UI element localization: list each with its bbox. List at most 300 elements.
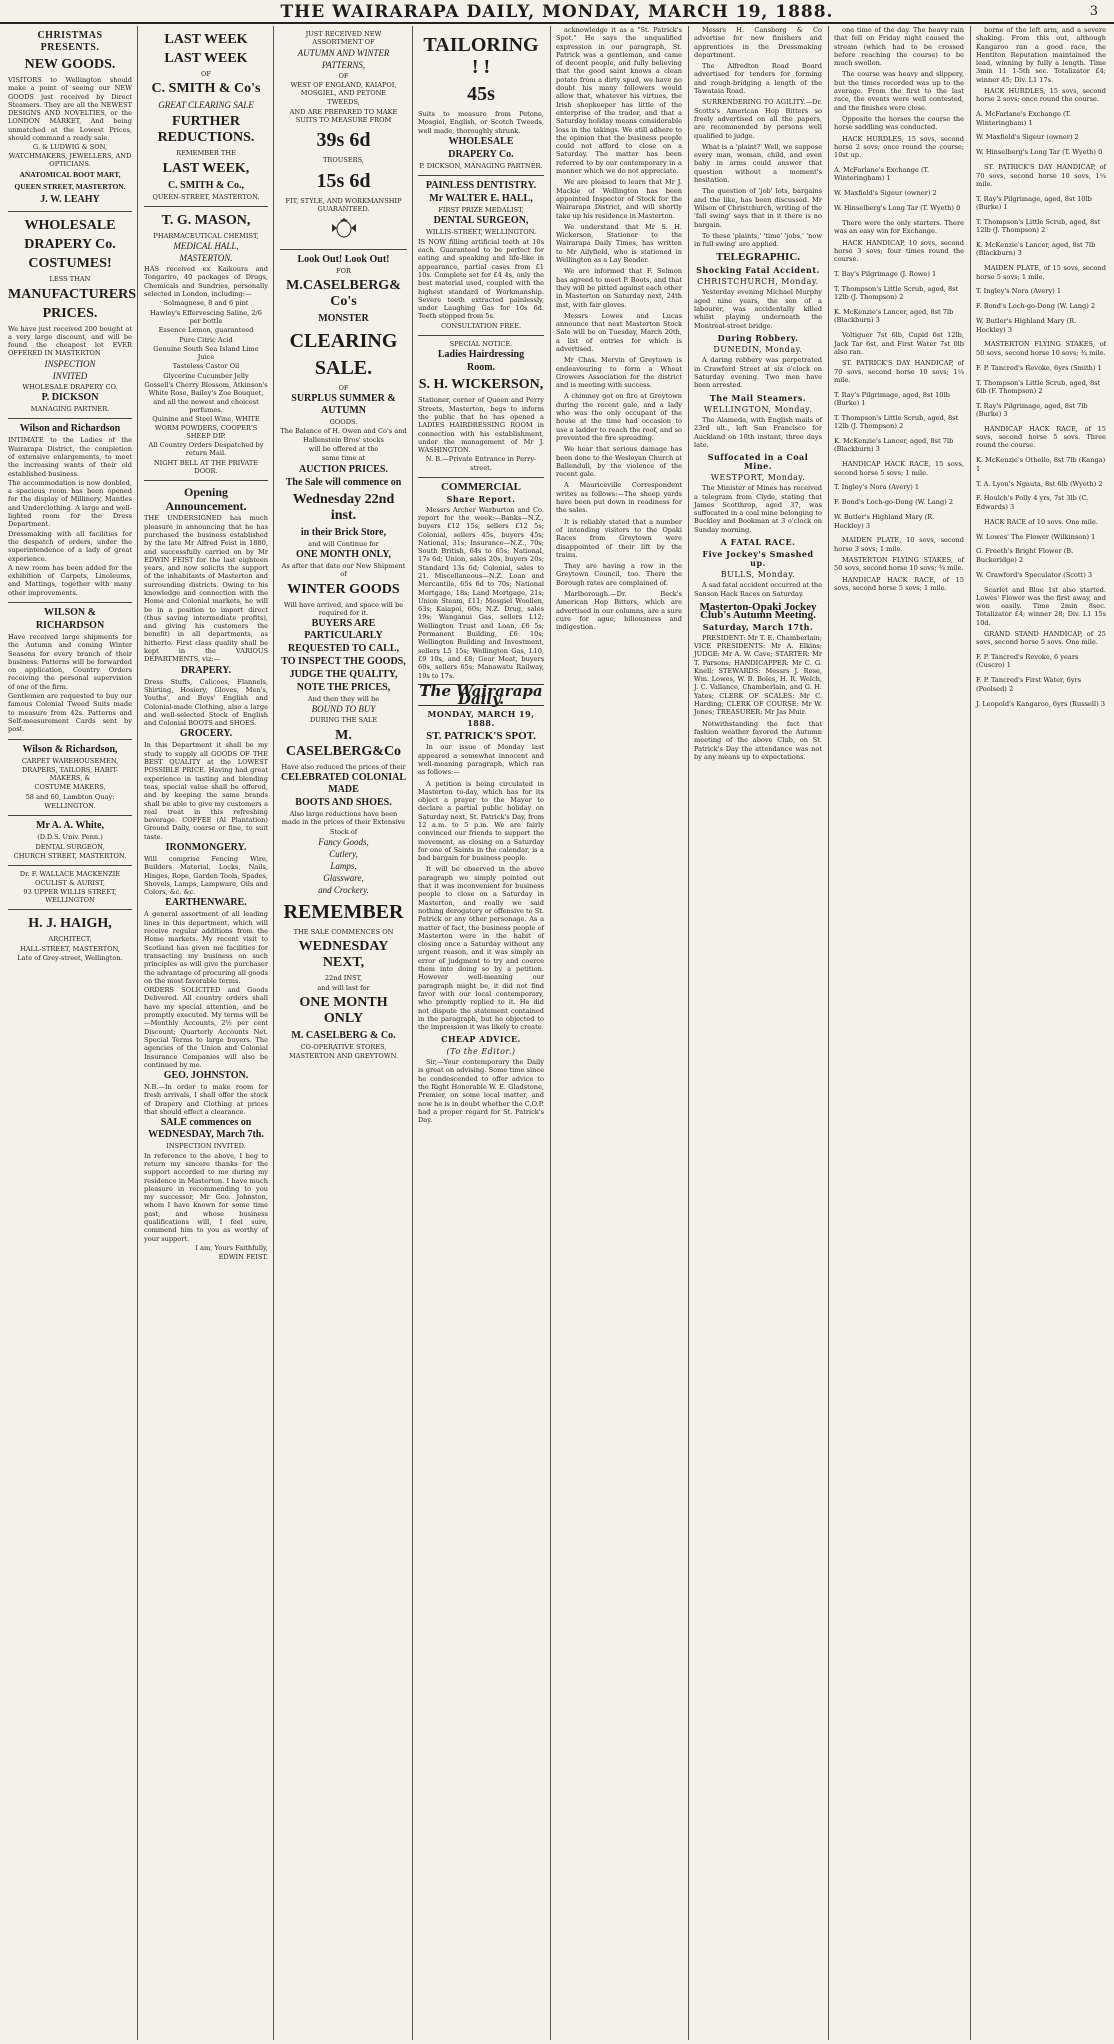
column-6	[690, 26, 826, 2040]
commercial-section	[418, 483, 544, 680]
article-body: borne of the left arm, and a severe shaking. From this out, although Kangaroo ran a good race, the Hentiton Reputation maintained the lead, winning by fully a length. Time 3min 11 1-5th sec. Totalizator £4; winner 45; Div. L1 17s.	[976, 26, 1106, 84]
ad-body: HAS received ex Kaikoura and Tongariro, 40 packages of Drugs, Chemicals and Sundries, personally selected in London, including:—	[144, 265, 268, 299]
ad-body: Dressmaking with all facilities for the despatch of orders, under the superintendence of a lady of great experience.	[8, 529, 132, 563]
article-heading: Share Report.	[446, 494, 516, 505]
ad-wilson-richardson-shipments	[8, 603, 132, 740]
ad-christmas-presents	[8, 26, 132, 212]
article-heading: During Robbery.	[717, 332, 799, 343]
article-body: Yesterday evening Michael Murphy aged nine years, the son of a labourer, was accidentally killed whilst playing underneath the Montreal-street bridge.	[694, 288, 822, 330]
ad-body: WHOLESALE DRAPERY CO.	[22, 382, 118, 391]
ad-body: Lamps,	[330, 860, 357, 871]
ad-body: MASTERTON.	[179, 253, 233, 264]
ad-body: 58 and 60, Lambton Quay:	[25, 792, 115, 801]
race-heading: HACK HURDLES, 15 sovs, second horse 2 sovs; once round the course; 10st up.	[834, 134, 964, 160]
race-result: K. McKenzie's Lancer, aged, 8st 7lb (Blackburn) 3	[834, 308, 954, 325]
ad-hairdressing	[418, 336, 544, 478]
ad-body: Glassware,	[323, 872, 364, 883]
ad-body: GREAT CLEARING SALE	[158, 100, 254, 111]
race-result: K. McKenzie's Lancer, aged, 8st 7lb (Blackburn) 3	[976, 241, 1096, 258]
ad-body: JUST RECEIVED NEW ASSORTMENT OF	[305, 30, 382, 47]
ad-body: COSTUME MAKERS,	[34, 783, 106, 792]
ad-heading: Look Out! Look Out!	[297, 253, 390, 265]
article-heading: Suffocated in a Coal Mine.	[707, 452, 809, 471]
ad-body: INVITED	[52, 370, 88, 381]
editorial-date: MONDAY, MARCH 19, 1888.	[427, 709, 535, 728]
page-number: 3	[1089, 4, 1098, 19]
article-body: We hear that serious damage has been done to the Wesleyan Church at Ballendull, by the violence of the recent gale.	[556, 445, 682, 479]
article-st-patricks-cont	[556, 26, 682, 175]
ad-body: Hawley's Effervescing Saline, 2/6 per bottle	[150, 308, 262, 325]
ad-heading: JUDGE THE QUALITY,	[289, 669, 398, 681]
ad-body: Gossell's Cherry Blossom, Atkinson's White Rose, Bailey's Zoe Bouquet, and all the newest and choicest perfumes.	[144, 381, 268, 414]
article-subheading: (To the Editor.)	[446, 1046, 516, 1056]
race-result: W. Crawford's Speculator (Scott) 3	[976, 570, 1093, 579]
ad-caselberg-clearing	[280, 250, 407, 1066]
race-heading: HACK HANDICAP, 10 sovs, second horse 3 sovs; four times round the course.	[834, 238, 964, 264]
ad-heading: Mr WALTER E. HALL,	[429, 193, 533, 205]
ad-body: FOR	[336, 266, 351, 275]
race-result: T. Ray's Pilgrimage, aged, 8st 7lb (Burke) 3	[976, 401, 1088, 418]
ad-body: OF	[338, 383, 349, 392]
ad-body: CARPET WAREHOUSEMEN,	[21, 756, 119, 765]
column-rule	[828, 26, 829, 2040]
ad-heading: Wilson and Richardson	[19, 423, 121, 435]
ad-body: ARCHITECT,	[48, 935, 92, 944]
race-result: T. Ingley's Nora (Avery) 1	[976, 287, 1062, 296]
race-result: F. P. Tancred's Revoke, 6yrs (Smith) 1	[976, 363, 1102, 372]
article-body: acknowledge it as a "St. Patrick's Spot." He says the unqualified expression in our paragraph, St. Patrick was a gentleman, and came of decent people, and fully believing that the good saint knows a clean potato from a dirty spud, we have no doubt his many followers would allow that, whatever his virtues, the Irish shopkeeper has little of the enterprise of the trader, and that a Saturday holiday means considerable loss in the takings. We still adhere to the opinion that the business people could not afford to close on a Saturday. The matter has been referred to by our contemporary in a manner which we do not appreciate.	[556, 26, 682, 176]
ad-heading: S. H. WICKERSON,	[418, 377, 544, 393]
ad-body: FIRST PRIZE MEDALIST,	[438, 206, 524, 215]
ad-body: THE SALE COMMENCES ON	[293, 927, 394, 936]
ad-body: Have received large shipments for the Autumn and coming Winter Seasons for every branch of their business. Patterns will be forwarded on application, Country Orders receiving the personal supervision of one of the firm.	[8, 632, 132, 691]
race-result: W. Butler's Highland Mary (R. Hockley) 3	[976, 317, 1077, 334]
article-body: Messrs Archer Warburton and Co. report for the week:—Banks—N.Z., buyers £12 15s, sellers £12 5s; Colonial, sellers 45s, buyers 45s; National, 31s; Insurance—N.Z., 70s; South British, 64s to 65s; National, 17s 6d; Union, sales 20s, buyers 20s; Standard 13s 6d; Colonial, sales to 21. Miscellaneous—N.Z. Loan and Mercantile, 65s 6d to 70s; National Mortgage, 18s; Land Mortgage, 21s; Union Steam, £11; Mosgiel Woollen, 63s; Kaiapoi, 60s; N.Z. Drug, sales 19s; Wanganui Gas, sellers L12; Wellington Trust and Loan, £6 5s; Permanent Building, £6 10s; Wellington Building and Investment, sellers L5 15s; Wellington Gas, L10, £9 10s, and £8; Gear Meat, buyers 60s, sellers 65s; Manawatu Railway, 19s to 17s.	[418, 505, 544, 680]
dateline: BULLS, Monday.	[720, 569, 796, 579]
race-result: T. Thompson's Little Scrub, aged, 8st 12lb (J. Thompson) 2	[834, 413, 959, 431]
ad-heading: Mr A. A. White,	[36, 820, 104, 832]
race-result: T. Thompson's Little Scrub, aged, 8st 12lb (J. Thompson) 2	[834, 284, 959, 302]
race-result: W. Butler's Highland Mary (R. Hockley) 3	[834, 513, 935, 530]
ad-body: IS NOW filling artificial teeth at 10s each. Guaranteed to be perfect for eating and speaking and life-like in appearance, partial cases from £1 10s. Complete set for £4 4s, only the best material used, coupled with the highest standard of Workmanship. Severe teeth extracted painlessly, under Laughing Gas for 10s 6d. Teeth stopped from 5s.	[418, 237, 544, 321]
ad-heading: Opening Announcement.	[165, 485, 247, 514]
ad-heading: WHOLESALE	[24, 218, 116, 234]
ad-body: ORDERS SOLICITED and Goods Delivered. All country orders shall have my special attention, and be promptly executed. My terms will be—Monthly Accounts, 2½ per cent Discount; Quarterly Accounts Net. Special Terms to large buyers. The agencies of the Union and Colonial Insurance Companies will also be continued by me.	[144, 986, 268, 1069]
article-body: Mr Chas. Mervin of Greytown is endeavouring to form a Wheat Growers Association for the district and is meeting with success.	[556, 356, 682, 390]
ad-body: NIGHT BELL AT THE PRIVATE DOOR.	[153, 458, 259, 476]
column-rule	[137, 26, 138, 2040]
race-result: F. P. Tancred's First Water, 6yrs (Poolsed) 2	[976, 676, 1082, 693]
ad-body: WELLINGTON.	[44, 802, 96, 811]
race-result: T. Ray's Pilgrimage, aged, 8st 10lb (Burke) 1	[976, 194, 1092, 212]
ad-heading: TAILORING ! !	[423, 34, 539, 78]
ad-opening-announcement	[144, 481, 268, 1266]
ad-body: And then they will be	[307, 695, 380, 704]
ad-heading: BOOTS AND SHOES.	[295, 797, 392, 809]
editorial-masthead	[418, 681, 544, 728]
telegraphic-section	[694, 253, 822, 761]
article-body: We are pleased to learn that Mr J. Mackie of Wellington has been appointed Inspector of Stock for the Wairarapa District, and will shortly take up his residence in Masterton.	[556, 178, 682, 220]
race-result: K. McKenzie's Othello, 8st 7lb (Kanga) 1	[976, 456, 1106, 473]
article-body: There were the only starters. There was an easy win for Exchange.	[834, 219, 964, 236]
ad-body: and will Continue for	[308, 539, 379, 548]
column-3	[276, 26, 411, 2040]
article-body: We understand that Mr S. H. Wickerson, Stationer to the Wairarapa Daily Times, has written to Mr Ailyfield, who is stationed in Wellington as a Lay Reader.	[556, 222, 682, 265]
race-heading: MASTERTON FLYING STAKES, of 50 sovs, second horse 10 sovs; ¾ mile.	[976, 340, 1106, 357]
article-body: A petition is being circulated in Masterton to-day, which has for its object a prayer to the Mayor to declare a partial public holiday on Saturday next, St. Patrick's Day, from 12 a.m. to 5 p.m. We are fairly convinced our friends to support the movement, as closing on a Saturday for one of Saints in the calendar, is a bad bargain for business people.	[418, 779, 544, 863]
ad-autumn-patterns	[280, 26, 407, 250]
race-result: A. McFarlane's Exchange (T. Winteringham) 1	[976, 110, 1072, 127]
ad-body: Cutlery,	[329, 848, 358, 859]
ad-body: FIT, STYLE, AND WORKMANSHIP GUARANTEED.	[285, 196, 402, 213]
race-heading: HANDICAP HACK RACE, of 15 sovs, second horse 5 sovs. Three round the course.	[976, 424, 1106, 450]
ad-body: TWEEDS,	[327, 98, 360, 107]
local-items-2	[694, 26, 822, 248]
race-result: T. Ingley's Nora (Avery) 1	[834, 483, 920, 492]
ad-body: Stationer, corner of Queen and Perry Streets, Masterton, begs to inform the public that he has opened a LADIES HAIRDRESSING ROOM in connection with his establishment, under the management of Mr J. WASHINGTON.	[418, 396, 544, 455]
ad-heading: AUTUMN AND WINTER	[297, 47, 390, 58]
ad-body: 93 UPPER WILLIS STREET, WELLINGTON	[23, 887, 117, 905]
article-body: They are having a row in the Greytown Council, too. There the Borough rates are complained of.	[556, 562, 682, 587]
ad-body: GOODS.	[329, 418, 358, 427]
article-body: What is a 'plaint?' Well, we suppose every man, woman, child, and even baby in arms could answer that question without a moment's hesitation.	[694, 142, 822, 185]
ad-body: WEST OF ENGLAND, KAIAPOI, MOSGIEL, AND PETONE	[290, 80, 397, 98]
ad-heading: REQUESTED TO CALL,	[287, 643, 400, 655]
race-result: T. Thompson's Little Scrub, aged, 8st 6lb (F. Thompson) 2	[976, 378, 1101, 395]
race-result: W. Maxfield's Sigeur (owner) 2	[834, 189, 937, 198]
ad-body: In this Department it shall be my study to supply all GOODS OF THE BEST QUALITY at the LOWEST POSSIBLE PRICE. Having had great experience in tasting and blending teas, special value shall be offered, and by keeping the same brands shall be able to give my customers a real treat in this refreshing beverage. COFFEE (Al Plantation) Ground Daily, coarse or fine, to suit taste.	[144, 741, 268, 841]
race-result: W. Hinselberg's Long Tar (T. Wyeth) 0	[834, 204, 961, 213]
column-rule	[412, 26, 413, 2040]
ad-body: same time at	[321, 454, 366, 463]
race-heading: MAIDEN PLATE, of 15 sovs, second horse 5 sovs; 1 mile.	[976, 264, 1106, 281]
race-heading: ST. PATRICK'S DAY HANDICAP, of 70 sovs, second horse 10 sovs; 1¼ mile.	[834, 359, 964, 384]
race-result: F. Houlch's Polly 4 yrs, 7st 3lb (C. Edwards) 3	[976, 494, 1089, 511]
ad-body: DENTAL SURGEON,	[35, 842, 105, 851]
race-result: A. McFarlane's Exchange (T. Winteringham) 1	[834, 166, 930, 183]
ad-mason-chemist	[144, 207, 268, 481]
ad-signature: P. DICKSON, MANAGING PARTNER.	[419, 161, 543, 170]
article-body: Messrs Lowes and Lucas announce that next Masterton Stock Sale will be on Tuesday, March 20th, a list of entries for which is advertised.	[556, 311, 682, 353]
ad-body: HALL-STREET, MASTERTON,	[20, 944, 120, 953]
article-body: Scarlet and Blue 1st also started. Lowes' Flower was the first away, and won easily. Time 2min 8sec. Totalizator £4; winner 28; Div. L1 15s 10d.	[976, 585, 1106, 627]
race-result: F. Bond's Loch-go-Dong (W. Lang) 2	[834, 498, 954, 507]
race-heading: MASTERTON FLYING STAKES, of 50 sovs, second horse 10 sovs; ¾ mile.	[834, 556, 964, 573]
ad-body: INSPECTION	[44, 358, 96, 369]
article-body: It will be observed in the above paragraph we simply pointed out that it was inconvenient for business people to close on a Saturday in Masterton, and really we said nothing derogatory or offensive to St. Patrick or any other personage. As a matter of fact, the business people of Masterton were in the habit of closing once a Saturday without any urgent reason, and it was simply an error of judgment to try and coerce them into doing so by a petition. However well-meaning our paragraph might be, it did not find favor with our local contemporary, who promptly replied to it. He did not dispute the statement contained in the paragraph, but he objected to the impression it was likely to create.	[418, 865, 544, 1032]
ad-body: N. B.—Private Entrance in Perry-street.	[425, 455, 537, 472]
ad-last-week	[144, 26, 268, 207]
ad-wilson-richardson-enlargement	[8, 419, 132, 603]
ad-body: Stock of	[329, 827, 358, 836]
ad-body: DRAPERS, TAILORS, HABIT-MAKERS, &	[21, 765, 119, 783]
column-4	[414, 26, 548, 2040]
ad-body: Essence Lemon, guaranteed	[158, 326, 254, 335]
ad-heading: SURPLUS SUMMER & AUTUMN	[291, 393, 396, 417]
ad-body: Gentlemen are requested to buy our famous Colonial Tweed Suits made to measure from 42s. Patterns and Self-measurement Cards sent by post.	[8, 692, 132, 734]
ad-body: OF	[201, 70, 211, 78]
ad-body: QUEEN-STREET, MASTERTON.	[152, 192, 260, 201]
article-subheading: Saturday, March 17th.	[702, 622, 814, 633]
race-result: F. Bond's Loch-go-Dong (W. Lang) 2	[976, 302, 1096, 311]
race-result: T. Ray's Pilgrimage, aged, 8st 10lb (Burke) 1	[834, 390, 950, 408]
article-body: Opposite the horses the course the horse saddling was conducted.	[834, 114, 964, 132]
ad-heading: CHRISTMAS PRESENTS.	[37, 30, 103, 53]
ad-body: Glycerine Cucumber Jelly	[163, 371, 249, 380]
race-result: G. Freeth's Bright Flower (B. Buckeridge) 2	[976, 547, 1074, 564]
ad-heading: ONE MONTH ONLY,	[295, 548, 392, 560]
ad-heading: LAST WEEK	[164, 32, 248, 47]
ad-body: INTIMATE to the Ladies of the Wairarapa District, the completion of extensive enlargements, to meet the increasing wants of their old established business.	[8, 436, 132, 478]
ad-body: CHURCH STREET, MASTERTON.	[13, 851, 127, 860]
ad-body: All Country Orders Despatched by return Mail.	[148, 441, 264, 458]
dateline: CHRISTCHURCH, Monday.	[697, 277, 819, 287]
article-heading: Shocking Fatal Accident.	[696, 264, 820, 275]
race-heading: GRAND STAND HANDICAP, of 25 sovs, second horse 5 sovs. One mile.	[976, 629, 1106, 647]
ad-tailoring	[418, 26, 544, 176]
ad-body: We have just received 200 bought at a very large discount, and will be found the cheapest lot EVER OFFERED IN MASTERTON	[8, 324, 132, 358]
article-body: A Mauriceville Correspondent writes as follows:—The sheep yards have been put down in readiness for the sales.	[556, 481, 682, 515]
article-heading: A FATAL RACE.	[720, 537, 796, 548]
ad-body: and will last for	[317, 983, 370, 992]
ad-haigh	[8, 910, 132, 967]
ad-heading: FURTHER REDUCTIONS.	[157, 114, 255, 146]
article-body: The Minister of Mines has received a telegram from Clyde, stating that James Scotthrop, aged 37, was suffocated in a coal mine belonging to Buckley and Bookman at 3 o'clock on Sunday morning.	[694, 484, 822, 534]
article-body: The Alameda, with English mails of 23rd ult., left San Francisco for Auckland on 10th instant, three days late.	[694, 416, 822, 450]
ad-body: A new room has been added for the exhibition of Carpets, Linoleums, and Mattings, together with many other improvements.	[8, 563, 132, 597]
ad-body: As after that date our New Shipment of	[281, 561, 406, 579]
ad-wholesale-drapery	[8, 212, 136, 419]
ad-body: I am, Yours Faithfully,	[195, 1243, 268, 1252]
dateline: DUNEDIN, Monday.	[713, 345, 803, 355]
ad-body: MASTERTON AND GREYTOWN.	[288, 1052, 399, 1061]
article-heading: CHEAP ADVICE.	[441, 1034, 521, 1045]
race-heading: MAIDEN PLATE, 10 sovs, second horse 3 sovs; 1 mile.	[834, 536, 964, 553]
ad-signature: EDWIN FEIST.	[218, 1253, 268, 1262]
ad-body: INSPECTION INVITED.	[166, 1142, 246, 1151]
ad-heading: BOUND TO BUY	[311, 704, 376, 715]
ad-subheading: SALE commences on WEDNESDAY, March 7th.	[148, 1117, 264, 1141]
ad-heading: RICHARDSON	[35, 619, 105, 631]
ad-heading: M. CASELBERG&Co	[285, 727, 402, 759]
ad-body: DURING THE SALE	[309, 716, 378, 725]
ad-heading: REMEMBER	[283, 900, 404, 923]
ad-heading: CELEBRATED COLONIAL MADE	[280, 772, 407, 796]
article-body: SURRENDERING TO AGILITY.—Dr. Scotts's American Hop Bitters so freely advertised on all the papers, are recommended by persons well qualified to judge.	[694, 98, 822, 140]
column-8	[972, 26, 1110, 2040]
ad-body: CONSULTATION FREE.	[440, 321, 522, 330]
article-body: A daring robbery was perpetrated in Crawford Street at six o'clock on Saturday evening. Two men have been arrested.	[694, 356, 822, 390]
article-body: The Alfredton Road Board advertised for tenders for forming and rough-bridging a length of the Tawataia Road.	[694, 62, 822, 96]
ad-price: 45s	[467, 83, 495, 105]
ad-signature: J. W. LEAHY	[40, 194, 100, 206]
ad-body: Solmagnese, 8 and 6 pint	[163, 299, 249, 308]
article-st-patricks-spot	[418, 732, 544, 1124]
ad-mackenzie	[8, 866, 132, 910]
ad-body: A general assortment of all leading lines in this department, which will receive regular additions from the Home markets. My recent visit to Scotland has given me facilities for transacting my business on such principles as will give the purchaser the advantage of procuring all goods on the most favorable terms.	[144, 910, 268, 985]
ad-heading: C. SMITH & Co.,	[167, 179, 245, 191]
ad-body: Dr. F. WALLACE MACKENZIE OCULIST & AURIST,	[19, 870, 121, 887]
race-results	[834, 26, 964, 592]
ad-body: Fancy Goods,	[318, 836, 369, 847]
race-heading: HACK RACE of 10 sovs. One mile.	[984, 517, 1099, 526]
ad-body: N.B.—In order to make room for fresh arrivals, I shall offer the stock of Drapery and Clothing at prices that should effect a clearance.	[144, 1083, 268, 1117]
ad-body: AND ARE PREPARED TO MAKE SUITS TO MEASURE FROM	[289, 107, 398, 125]
section-heading: TELEGRAPHIC.	[715, 251, 801, 264]
ad-body: Have also reduced the prices of their	[281, 762, 406, 771]
column-5	[552, 26, 686, 2040]
ad-heading: H. J. HAIGH,	[28, 916, 112, 932]
article-body: The course was heavy and slippery, but the times recorded was up to the average. From the first to the last race, the events were well contested, and the finishes were close.	[834, 70, 964, 112]
newspaper-title: THE WAIRARAPA DAILY, MONDAY, MARCH 19, 1888.	[280, 2, 834, 22]
article-body: PRESIDENT: Mr T. E. Chamberlain; VICE PRESIDENTS: Mr A. Elkins; JUDGE: Mr A. W. Cave; STARTER: Mr T. Parsons; HANDICAPPER: Mr C. G. Knell; STEWARDS: Messrs J. Rose, Wm. Lowes, W. B. Boles, H. R. Welch, J. C. Vallance, Chamberlain, and G. H. Yates; CLERK OF SCALES: Mr C. Harding; CLERK OF COURSE: Mr W. Jones; TREASURER: Mr Jas Muir.	[694, 633, 822, 717]
article-body: Marlborough.—Dr. Beck's American Hop Bitters, which are advertised in our columns, are a sure cure for ague, biliousness and indigestion.	[556, 590, 682, 632]
ad-body: REMEMBER THE	[176, 149, 236, 158]
ad-body: MEDICAL HALL,	[173, 241, 239, 252]
ad-heading: Room.	[466, 362, 496, 374]
race-result: J. Leopold's Kangaroo, 6yrs (Russell) 3	[976, 699, 1106, 708]
ad-body: and Crockery.	[318, 884, 369, 895]
column-2	[140, 26, 272, 2040]
ad-signature: M. CASELBERG & Co.	[291, 1029, 396, 1041]
race-result: W. Hinselberg's Long Tar (T. Wyeth) 0	[976, 148, 1103, 157]
race-result: T. A. Lyon's Ngauta, 8st 6lb (Wyeth) 2	[976, 479, 1103, 488]
ad-heading: PATTERNS,	[321, 59, 366, 70]
ad-body: Dress Stuffs, Calicoes, Flannels, Shirting, Hosiery, Gloves, Men's, Youths', and Boys' English and Colonial-made Clothing, also a large and well-selected Stock of English and Colonial BOOTS and SHOES.	[144, 677, 268, 728]
race-result: T. Thompson's Little Scrub, aged, 8st 12lb (J. Thompson) 2	[976, 217, 1101, 235]
ad-body: PHARMACEUTICAL CHEMIST,	[153, 231, 259, 240]
ad-body: Pure Citric Acid	[179, 335, 233, 344]
race-heading: HACK HURDLES, 15 sovs, second horse 2 sovs; once round the course.	[976, 87, 1106, 104]
ad-body: Also large reductions have been made in the prices of their Extensive	[281, 810, 406, 827]
ad-heading: CLEARING	[289, 329, 398, 352]
ad-body: Tasteless Castor Oil	[172, 362, 240, 371]
ad-heading: Ladies Hairdressing	[437, 349, 525, 361]
ad-heading: COSTUMES!	[28, 256, 112, 272]
ad-body: The accommodation is now doubled, a spacious room has been opened for the display of Millinery, Mantles and Underclothing. A large and well-lighted room for the Dress Department.	[8, 478, 132, 529]
ad-heading: M.CASELBERG& Co's	[286, 277, 401, 309]
ad-heading: C. SMITH & Co's	[151, 81, 261, 97]
column-rule	[273, 26, 274, 2040]
ad-heading: Wednesday 22nd inst.	[292, 491, 395, 523]
race-heading: HANDICAP HACK RACE, 15 sovs, second horse 5 sovs; 1 mile.	[834, 460, 964, 477]
race-result: K. McKenzie's Lancer, aged, 8st 7lb (Blackburn) 3	[834, 437, 954, 454]
article-body: Sir,—Your contemporary the Daily is great on advising. Some time since he condescended to offer advice to the Right Honorable W. E. Gladstone, Premier, on some local matter, and now he is in doubt whether the C.O.P. had a proper regard for St. Patrick's Day.	[418, 1058, 544, 1125]
ad-dentist-white	[8, 816, 132, 866]
race-result: F. P. Tancred's Revoke, 6 years (Cuscro) 1	[976, 653, 1079, 670]
ad-body: SPECIAL NOTICE.	[449, 340, 513, 349]
ad-price: 39s 6d	[316, 129, 371, 152]
ad-subheading: IRONMONGERY.	[165, 842, 247, 853]
race-heading: HANDICAP HACK RACE, of 15 sovs, second horse 5 sovs; 1 mile.	[834, 575, 964, 592]
race-result: T. Bay's Pilgrimage (J. Rowe) 1	[834, 270, 937, 279]
article-body: We are informed that F. Selmon has agreed to meet P. Boots, and that they will be pitted against each other in Masterton on Saturday next, 24th inst, with fair gloves.	[556, 267, 682, 309]
article-body: It is reliably stated that a number of intending visitors to the Opaki Races from Greytown were disappointed of their lift by the trains.	[556, 517, 682, 559]
column-7	[830, 26, 968, 2040]
article-body: one time of the day. The heavy rain that fell on Friday night caused the stream (which had to be crossed before reaching the course) to be much swollen.	[834, 26, 964, 68]
section-heading: COMMERCIAL	[440, 481, 522, 494]
ad-heading: DRAPERY Co.	[448, 148, 514, 160]
ad-subheading: DRAPERY.	[180, 664, 232, 676]
ad-body: THE UNDERSIGNED has much pleasure in announcing that he has purchased the business established by the late Mr Alfred Feist in 1880, and successfully carried on by Mr EDWIN FEIST for the last eighteen years, and now solicits the support of the inhabitants of Masterton and surrounding districts. Owing to his knowledge and connection with the Home and Colonial markets, he will be in a position to import direct (thus saving intermediate profits), and giving his customers the benefit) in all departments, as hitherto. First class quality shall be kept in the VARIOUS DEPARTMENTS, viz:—	[144, 514, 268, 664]
ad-body: will be offered at the	[308, 445, 379, 454]
ad-wilson-richardson-address	[8, 740, 132, 817]
ad-heading: NOTE THE PRICES,	[296, 682, 391, 694]
ad-heading: SALE.	[314, 356, 373, 379]
ad-heading: TO INSPECT THE GOODS,	[281, 656, 406, 668]
race-result: W. Lowes' The Flower (Wilkinson) 1	[976, 532, 1096, 541]
column-1	[4, 26, 136, 2040]
ad-body: Will comprise Fencing Wire, Builders Material, Locks, Nails, Hinges, Rope, Garden Tools, Spades, Shovels, Lamps, Lampware, Oils and Colors, &c. &c.	[144, 855, 268, 897]
ad-painless-dentistry	[418, 176, 544, 336]
ad-heading: WILSON &	[44, 606, 96, 618]
ad-body: Quinine and Steel Wine, WHITE WORM POWDERS, COOPER'S SHEEP DIP.	[152, 415, 260, 440]
article-heading: The Mail Steamers.	[709, 392, 807, 403]
ad-body: OF	[338, 71, 349, 80]
article-body: A chimney got on fire at Greytown during the recent gale, and a lady who was the only occupant of the house at the time had occasion to use a ladder to reach the roof, and so prevented the fire spreading.	[556, 392, 682, 442]
ad-body: TROUSERS,	[323, 156, 364, 165]
ad-body: 22nd INST,	[324, 974, 363, 983]
ad-body: MANAGING PARTNER.	[30, 405, 110, 414]
local-items	[556, 223, 682, 632]
ad-heading: WEDNESDAY NEXT,	[298, 939, 389, 971]
ad-body: Will have arrived, and space will be required for it.	[283, 600, 404, 617]
article-body: In our issue of Monday last appeared a somewhat innocent and well-meaning paragraph, which ran as follows:—	[418, 743, 544, 777]
ad-body: VISITORS to Wellington should make a point of seeing our NEW GOODS just received by Direct Steamers. They are all the NEWEST DESIGNS AND NOVELTIES, or the LONDON MARKET, And being unmatched at the Lowest Prices, should command a ready sale.	[8, 76, 132, 143]
column-rule	[550, 26, 551, 2040]
article-body: To these 'plaints,' 'time' 'jobs,' 'now in full swing' are applied.	[694, 231, 822, 249]
article-body: Voltiguer 7st 6lb, Cupid 6st 12lb, Jack Tar 6st, and First Water 7st 0lb also ran.	[834, 331, 964, 356]
ad-heading: WINTER GOODS	[287, 581, 400, 597]
race-results-2	[976, 26, 1106, 708]
ad-body: Suits to measure from Petone, Mosgiel, English, or Scotch Tweeds, well made, thoroughly shrunk.	[418, 110, 544, 135]
ad-heading: The Sale will commence on	[285, 476, 402, 488]
ad-heading: MANUFACTURERS	[8, 286, 136, 302]
ad-heading: LAST WEEK	[164, 51, 248, 66]
royal-crest-icon	[329, 218, 359, 238]
ad-price: 15s 6d	[316, 169, 371, 192]
ad-heading: DENTAL SURGEON,	[433, 215, 529, 227]
article-body: Notwithstanding the fact that fashion weather favored the Autumn meeting of the above Club, on St. Patrick's Day the attendance was not by any means up to expectations.	[694, 719, 822, 761]
ad-heading: LAST WEEK,	[162, 160, 250, 176]
ad-heading: ONE MONTH ONLY	[299, 994, 388, 1026]
ad-heading: AUCTION PRICES.	[299, 463, 388, 475]
ad-body: (D.D.S. Univ. Penn.)	[37, 833, 103, 842]
article-subheading: Five Jockey's Smashed up.	[702, 549, 814, 568]
ad-heading: NEW GOODS.	[24, 57, 116, 72]
ad-heading: DRAPERY Co.	[24, 237, 116, 253]
ad-signature: GEO. JOHNSTON.	[163, 1070, 249, 1082]
dateline: WELLINGTON, Monday.	[703, 404, 813, 414]
masthead	[0, 0, 1114, 24]
ad-body: The Balance of H. Owen and Co's and Hallenstein Bros' stocks	[280, 427, 407, 444]
ad-heading: MONSTER	[318, 312, 369, 324]
article-heading: ST. PATRICK'S SPOT.	[426, 730, 536, 743]
ad-body: ANATOMICAL BOOT MART, QUEEN STREET, MASTERTON.	[14, 170, 126, 192]
article-heading: Masterton-Opaki Jockey Club's Autumn Meeting.	[699, 600, 817, 622]
ad-body: LESS THAN	[49, 275, 91, 284]
ad-signature: P. DICKSON	[41, 392, 99, 404]
race-result: W. Maxfield's Sigeur (owner) 2	[976, 133, 1079, 142]
paper-name: The Wairarapa Daily.	[419, 681, 543, 709]
ad-subheading: GROCERY.	[179, 728, 233, 740]
ad-heading: WHOLESALE	[448, 135, 514, 147]
ad-heading: in their Brick Store,	[300, 526, 387, 538]
article-body: The question of 'job' lots, bargains and the like, has been discussed. Mr Wilson of Christchurch, writing of the 'fall swing' says that in it there is no bargain.	[694, 187, 822, 229]
ad-body: Late of Grey-street, Wellington.	[17, 954, 123, 962]
race-heading: ST. PATRICK'S DAY HANDICAP, of 70 sovs, second horse 10 sovs, 1¼ mile.	[976, 163, 1106, 188]
article-body: Messrs H. Cansborg & Co advertise for new finishers and apprentices in the Dressmaking department.	[694, 26, 822, 59]
